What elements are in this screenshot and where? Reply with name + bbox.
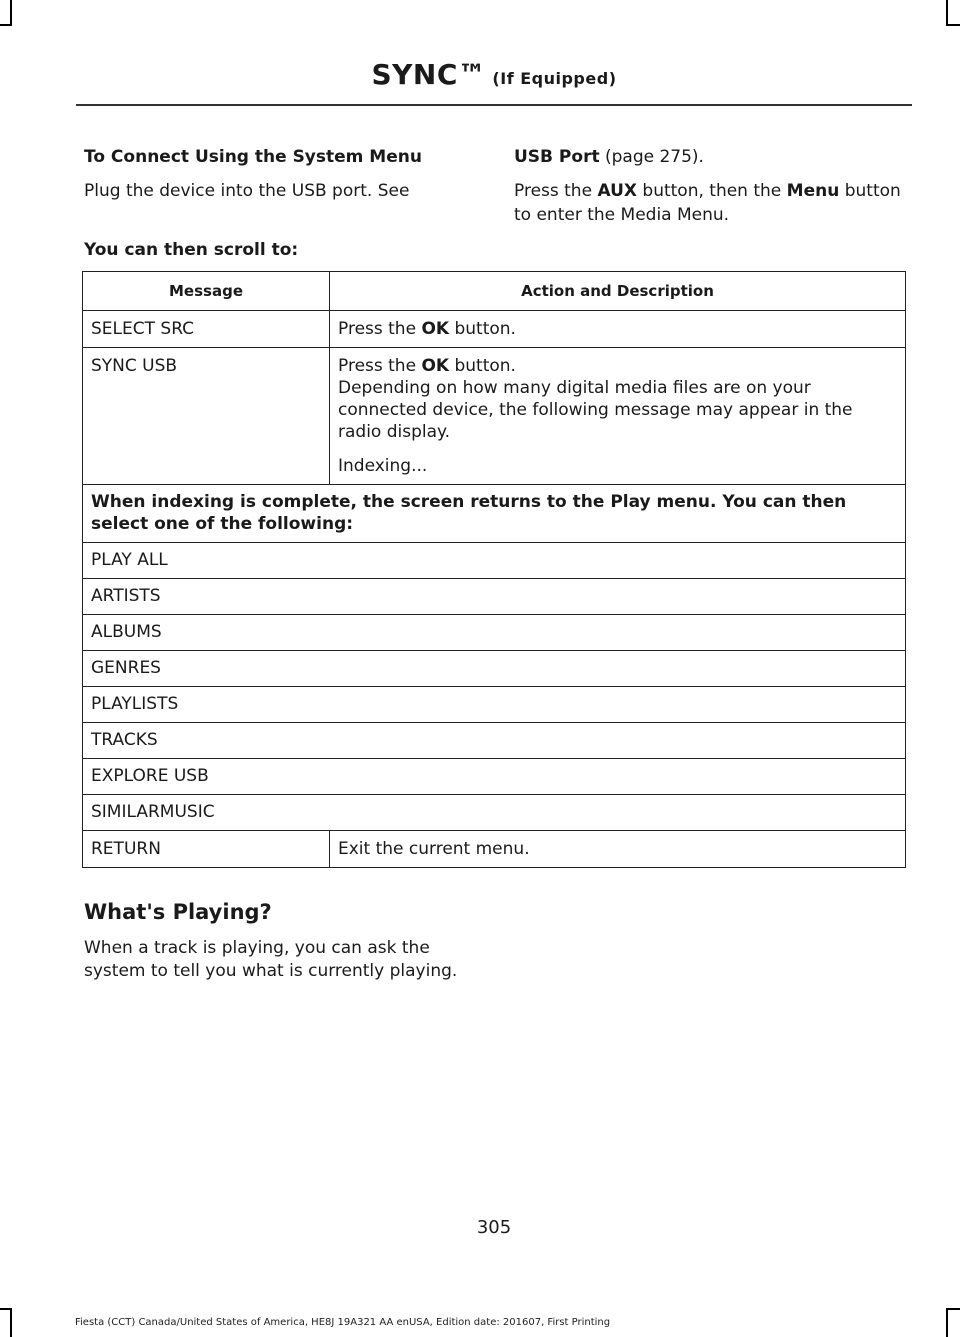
option-cell: SIMILARMUSIC: [83, 795, 906, 831]
crop-mark: [946, 1308, 960, 1310]
right-column: [514, 145, 914, 237]
table-row: [83, 687, 906, 723]
message-cell: SYNC USB: [83, 348, 330, 485]
cross-reference: [514, 145, 914, 169]
crop-mark: [10, 1308, 12, 1337]
crop-mark: [946, 0, 948, 26]
page-header: [0, 58, 960, 91]
option-cell: ALBUMS: [83, 615, 906, 651]
column-header-message: Message: [83, 272, 330, 311]
option-cell: PLAY ALL: [83, 543, 906, 579]
table-row: [83, 311, 906, 348]
table-row: [83, 615, 906, 651]
action-cell: [330, 311, 906, 348]
action-cell: Exit the current menu.: [330, 831, 906, 868]
text-run: button.: [449, 319, 516, 339]
full-width-note: When indexing is complete, the screen returns to the Play menu. You can then select one of the following:: [83, 485, 906, 543]
text-run: Press the: [514, 181, 598, 201]
header-subtitle: (If Equipped): [492, 69, 617, 88]
action-line: [338, 355, 897, 377]
option-cell: GENRES: [83, 651, 906, 687]
message-cell: RETURN: [83, 831, 330, 868]
paragraph: When a track is playing, you can ask the system to tell you what is currently playing.: [84, 938, 458, 981]
table-row: [83, 723, 906, 759]
crop-mark: [946, 1308, 948, 1337]
crop-mark: [0, 24, 12, 26]
crop-mark: [946, 24, 960, 26]
text-run: Press the: [338, 356, 422, 376]
header-title: SYNC™: [371, 58, 487, 91]
table-row: [83, 759, 906, 795]
text-run: Press the: [338, 319, 422, 339]
action-cell: [330, 348, 906, 485]
message-cell: SELECT SRC: [83, 311, 330, 348]
text-run: button, then the: [637, 181, 787, 201]
crop-mark: [0, 1308, 12, 1310]
table-row: [83, 795, 906, 831]
table-intro: You can then scroll to:: [84, 240, 299, 260]
section-title: What's Playing?: [84, 900, 272, 924]
table-row: [83, 651, 906, 687]
ok-keyword: OK: [421, 356, 450, 376]
table-row-full: [83, 485, 906, 543]
ok-keyword: OK: [421, 319, 450, 339]
section-heading: To Connect Using the System Menu: [84, 147, 422, 167]
page-ref: (page 275).: [599, 147, 704, 167]
paragraph: Plug the device into the USB port. See: [84, 181, 410, 201]
table-row: [83, 543, 906, 579]
left-column: [84, 145, 462, 213]
table-header-row: [83, 272, 906, 311]
usb-port-link[interactable]: USB Port: [514, 147, 600, 167]
option-cell: PLAYLISTS: [83, 687, 906, 723]
aux-keyword: AUX: [597, 181, 637, 201]
text-run: button to enter the Media Menu.: [514, 181, 901, 225]
page-number: 305: [476, 1217, 512, 1238]
crop-mark: [10, 0, 12, 26]
column-header-action: Action and Description: [330, 272, 906, 311]
table-row: [83, 831, 906, 868]
indexing-message: Indexing...: [338, 456, 428, 476]
menu-table: [82, 271, 906, 868]
footer-text: Fiesta (CCT) Canada/United States of America, HE8J 19A321 AA enUSA, Edition date: 201607, First Printing: [75, 1317, 611, 1328]
action-detail: Depending on how many digital media files are on your connected device, the following message may appear in the radio display.: [338, 378, 853, 442]
table-row: [83, 579, 906, 615]
table-row: [83, 348, 906, 485]
menu-keyword: Menu: [786, 181, 840, 201]
option-cell: TRACKS: [83, 723, 906, 759]
paragraph: [514, 179, 914, 227]
option-cell: EXPLORE USB: [83, 759, 906, 795]
option-cell: ARTISTS: [83, 579, 906, 615]
text-run: button.: [449, 356, 516, 376]
header-divider: [76, 104, 912, 106]
